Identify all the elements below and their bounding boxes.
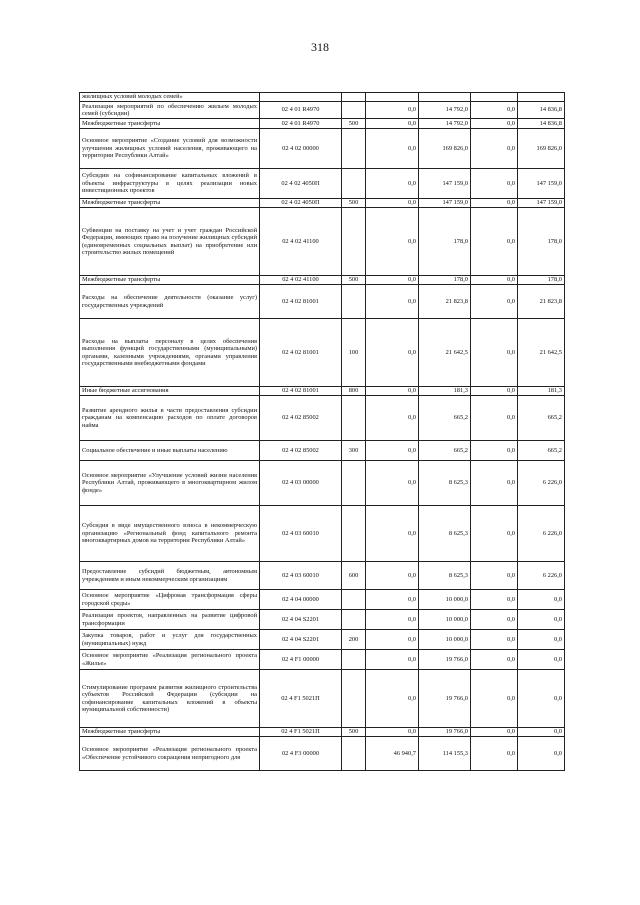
row-amount-col1-cell [366,93,419,102]
table-row [80,562,565,590]
row-name-cell: жилищных условий молодых семей» [80,93,260,102]
row-expense-type-cell: 500 [342,276,366,285]
row-code-cell: 02 4 02 41100 [260,208,342,276]
row-expense-type-cell [342,285,366,319]
row-amount-col3-cell: 0,0 [471,728,518,737]
row-amount-col3-cell [471,93,518,102]
table-row [80,630,565,650]
row-name-cell: Межбюджетные трансферты [80,119,260,129]
row-amount-col4-cell: 0,0 [518,728,565,737]
table-row [80,199,565,208]
row-amount-col1-cell: 0,0 [366,285,419,319]
row-amount-col4-cell: 181,3 [518,387,565,396]
row-code-cell: 02 4 F1 5021П [260,728,342,737]
row-amount-col1-cell: 0,0 [366,441,419,461]
table-row [80,129,565,169]
row-code-cell: 02 4 02 81001 [260,319,342,387]
row-amount-col3-cell: 0,0 [471,562,518,590]
row-amount-col3-cell: 0,0 [471,276,518,285]
row-amount-col4-cell: 665,2 [518,396,565,441]
row-expense-type-cell: 800 [342,387,366,396]
row-name-cell: Основное мероприятие «Цифровая трансформация сферы городской среды» [80,590,260,610]
row-amount-col2-cell: 19 766,0 [419,670,471,728]
row-amount-col3-cell: 0,0 [471,169,518,199]
row-amount-col4-cell: 147 159,0 [518,199,565,208]
row-name-cell: Расходы на выплаты персоналу в целях обеспечения выполнения функций государственными (муниципальными) органами, казенными учреждениями, органами управления государственными внебюджетными фондами [80,319,260,387]
page-number: 318 [311,40,329,54]
row-amount-col4-cell: 147 159,0 [518,169,565,199]
row-name-cell: Основное мероприятие «Реализация регионального проекта «Жилье» [80,650,260,670]
row-amount-col1-cell: 0,0 [366,119,419,129]
row-amount-col4-cell: 0,0 [518,630,565,650]
row-amount-col2-cell: 8 625,3 [419,461,471,506]
row-code-cell: 02 4 01 R4970 [260,102,342,119]
table-row [80,650,565,670]
row-amount-col2-cell: 181,3 [419,387,471,396]
row-amount-col2-cell [419,93,471,102]
row-amount-col4-cell: 6 226,0 [518,506,565,562]
row-code-cell: 02 4 04 00000 [260,590,342,610]
row-code-cell [260,93,342,102]
row-amount-col2-cell: 147 159,0 [419,169,471,199]
row-name-cell: Межбюджетные трансферты [80,276,260,285]
row-name-cell: Реализация проектов, направленных на развитие цифровой трансформации [80,610,260,630]
row-name-cell: Стимулирование программ развития жилищного строительства субъектов Российской Федерации (субсидии на софинансирование капитальных вложений в объекты муниципальной собственности) [80,670,260,728]
row-name-cell: Расходы на обеспечение деятельности (оказание услуг) государственных учреждений [80,285,260,319]
budget-table-body [80,93,565,771]
row-amount-col1-cell: 0,0 [366,208,419,276]
table-row [80,441,565,461]
row-amount-col4-cell: 0,0 [518,670,565,728]
row-amount-col3-cell: 0,0 [471,285,518,319]
row-code-cell: 02 4 F1 5021П [260,670,342,728]
table-row [80,285,565,319]
row-amount-col3-cell: 0,0 [471,737,518,771]
row-code-cell: 02 4 02 41100 [260,276,342,285]
row-amount-col3-cell: 0,0 [471,461,518,506]
row-amount-col2-cell: 21 823,8 [419,285,471,319]
row-name-cell: Основное мероприятие «Создание условий для возможности улучшения жилищных условий населения, проживающего на территории Республики Алтай» [80,129,260,169]
table-row [80,93,565,102]
row-code-cell: 02 4 01 R4970 [260,119,342,129]
row-amount-col4-cell: 6 226,0 [518,461,565,506]
row-amount-col1-cell: 0,0 [366,102,419,119]
row-code-cell: 02 4 03 00000 [260,461,342,506]
row-amount-col1-cell: 0,0 [366,169,419,199]
row-amount-col4-cell: 0,0 [518,590,565,610]
row-amount-col1-cell: 0,0 [366,199,419,208]
row-expense-type-cell [342,396,366,441]
row-amount-col2-cell: 8 625,3 [419,506,471,562]
row-expense-type-cell: 500 [342,728,366,737]
table-row [80,319,565,387]
row-amount-col2-cell: 178,0 [419,208,471,276]
row-expense-type-cell [342,650,366,670]
row-code-cell: 02 4 02 85002 [260,441,342,461]
row-name-cell: Социальное обеспечение и иные выплаты населению [80,441,260,461]
row-expense-type-cell [342,93,366,102]
row-expense-type-cell [342,169,366,199]
row-expense-type-cell [342,129,366,169]
row-amount-col1-cell: 46 940,7 [366,737,419,771]
row-amount-col1-cell: 0,0 [366,461,419,506]
row-expense-type-cell: 200 [342,630,366,650]
row-amount-col2-cell: 21 642,5 [419,319,471,387]
row-expense-type-cell [342,506,366,562]
row-expense-type-cell: 100 [342,319,366,387]
row-amount-col3-cell: 0,0 [471,396,518,441]
row-name-cell: Субсидии на софинансирование капитальных вложений в объекты инфраструктуры в целях реализации новых инвестиционных проектов [80,169,260,199]
row-amount-col4-cell: 178,0 [518,208,565,276]
row-amount-col1-cell: 0,0 [366,396,419,441]
row-name-cell: Основное мероприятие «Улучшение условий жизни населения Республики Алтай, проживающего в многоквартирном жилом фонде» [80,461,260,506]
row-amount-col3-cell: 0,0 [471,650,518,670]
table-row [80,506,565,562]
table-row [80,670,565,728]
row-code-cell: 02 4 02 4050П [260,169,342,199]
row-name-cell: Межбюджетные трансферты [80,199,260,208]
row-amount-col3-cell: 0,0 [471,199,518,208]
row-amount-col2-cell: 19 766,0 [419,728,471,737]
table-row [80,387,565,396]
row-amount-col2-cell: 147 159,0 [419,199,471,208]
row-amount-col3-cell: 0,0 [471,102,518,119]
row-amount-col3-cell: 0,0 [471,670,518,728]
table-row [80,737,565,771]
row-name-cell: Основное мероприятие «Реализация регионального проекта «Обеспечение устойчивого сокращения непригодного для [80,737,260,771]
row-amount-col4-cell: 0,0 [518,737,565,771]
row-code-cell: 02 4 04 S2201 [260,610,342,630]
row-amount-col2-cell: 10 000,0 [419,610,471,630]
row-code-cell: 02 4 04 S2201 [260,630,342,650]
row-expense-type-cell [342,461,366,506]
row-amount-col3-cell: 0,0 [471,506,518,562]
row-amount-col4-cell [518,93,565,102]
row-amount-col2-cell: 19 766,0 [419,650,471,670]
table-row [80,461,565,506]
row-amount-col2-cell: 114 155,3 [419,737,471,771]
table-row [80,169,565,199]
row-amount-col2-cell: 14 792,0 [419,102,471,119]
row-amount-col1-cell: 0,0 [366,562,419,590]
row-amount-col4-cell: 14 836,8 [518,102,565,119]
row-code-cell: 02 4 02 85002 [260,396,342,441]
row-amount-col4-cell: 0,0 [518,650,565,670]
row-expense-type-cell [342,208,366,276]
row-code-cell: 02 4 03 60010 [260,562,342,590]
row-amount-col4-cell: 178,0 [518,276,565,285]
row-amount-col2-cell: 665,2 [419,396,471,441]
row-amount-col3-cell: 0,0 [471,441,518,461]
table-row [80,728,565,737]
table-row [80,396,565,441]
row-amount-col3-cell: 0,0 [471,610,518,630]
row-amount-col2-cell: 10 000,0 [419,630,471,650]
row-amount-col4-cell: 6 226,0 [518,562,565,590]
row-amount-col3-cell: 0,0 [471,208,518,276]
row-amount-col2-cell: 178,0 [419,276,471,285]
row-code-cell: 02 4 F3 00000 [260,737,342,771]
row-name-cell: Развитие арендного жилья в части предоставления субсидии гражданам на компенсацию расходов по оплате договоров найма [80,396,260,441]
row-code-cell: 02 4 02 81001 [260,285,342,319]
row-amount-col2-cell: 10 000,0 [419,590,471,610]
row-amount-col1-cell: 0,0 [366,728,419,737]
row-amount-col2-cell: 169 826,0 [419,129,471,169]
table-row [80,590,565,610]
row-amount-col4-cell: 665,2 [518,441,565,461]
row-amount-col1-cell: 0,0 [366,129,419,169]
row-name-cell: Иные бюджетные ассигнования [80,387,260,396]
row-amount-col3-cell: 0,0 [471,119,518,129]
row-code-cell: 02 4 F1 00000 [260,650,342,670]
row-code-cell: 02 4 02 81001 [260,387,342,396]
row-expense-type-cell [342,102,366,119]
row-name-cell: Межбюджетные трансферты [80,728,260,737]
row-name-cell: Предоставление субсидий бюджетным, автономным учреждениям и иным некоммерческим организациям [80,562,260,590]
table-row [80,119,565,129]
row-amount-col1-cell: 0,0 [366,630,419,650]
row-name-cell: Субвенции на поставку на учет и учет граждан Российской Федерации, имеющих право на получение жилищных субсидий (единовременных социальных выплат) на приобретение или строительство жилых помещений [80,208,260,276]
row-amount-col1-cell: 0,0 [366,387,419,396]
row-expense-type-cell: 500 [342,119,366,129]
row-amount-col1-cell: 0,0 [366,670,419,728]
row-amount-col2-cell: 14 792,0 [419,119,471,129]
row-name-cell: Закупка товаров, работ и услуг для государственных (муниципальных) нужд [80,630,260,650]
row-expense-type-cell [342,737,366,771]
row-name-cell: Субсидия в виде имущественного взноса в некоммерческую организацию «Региональный фонд капитального ремонта многоквартирных домов на территории Республики Алтай» [80,506,260,562]
row-amount-col4-cell: 0,0 [518,610,565,630]
row-expense-type-cell [342,610,366,630]
row-name-cell: Реализация мероприятий по обеспечению жильем молодых семей (субсидии) [80,102,260,119]
table-row [80,276,565,285]
row-amount-col3-cell: 0,0 [471,129,518,169]
row-amount-col4-cell: 21 642,5 [518,319,565,387]
row-amount-col3-cell: 0,0 [471,387,518,396]
row-code-cell: 02 4 03 60010 [260,506,342,562]
row-expense-type-cell [342,670,366,728]
row-amount-col3-cell: 0,0 [471,319,518,387]
row-expense-type-cell: 500 [342,199,366,208]
row-amount-col1-cell: 0,0 [366,319,419,387]
row-amount-col4-cell: 169 826,0 [518,129,565,169]
table-row [80,102,565,119]
table-row [80,208,565,276]
row-expense-type-cell [342,590,366,610]
row-amount-col4-cell: 21 823,8 [518,285,565,319]
row-amount-col3-cell: 0,0 [471,590,518,610]
row-amount-col1-cell: 0,0 [366,276,419,285]
row-amount-col4-cell: 14 836,8 [518,119,565,129]
row-code-cell: 02 4 02 4050П [260,199,342,208]
row-amount-col2-cell: 8 625,3 [419,562,471,590]
budget-table [79,92,565,771]
row-amount-col1-cell: 0,0 [366,610,419,630]
row-amount-col1-cell: 0,0 [366,506,419,562]
row-code-cell: 02 4 02 00000 [260,129,342,169]
row-expense-type-cell: 600 [342,562,366,590]
row-expense-type-cell: 300 [342,441,366,461]
row-amount-col2-cell: 665,2 [419,441,471,461]
row-amount-col1-cell: 0,0 [366,590,419,610]
row-amount-col3-cell: 0,0 [471,630,518,650]
row-amount-col1-cell: 0,0 [366,650,419,670]
table-row [80,610,565,630]
